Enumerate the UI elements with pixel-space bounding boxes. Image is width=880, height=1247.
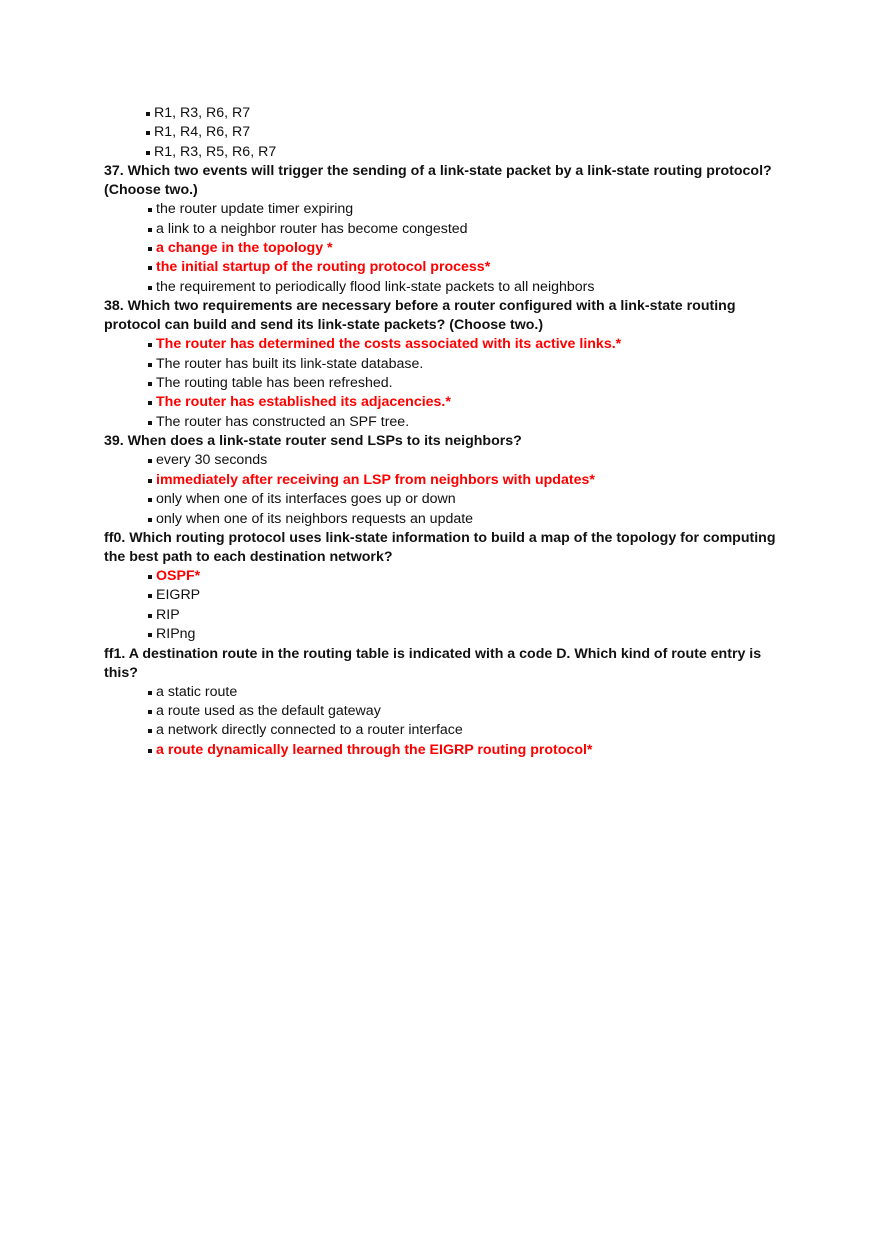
list-item: the requirement to periodically flood link-state packets to all neighbors (148, 278, 784, 297)
correct-answer: The router has determined the costs associated with its active links.* (148, 335, 784, 354)
list-item: RIPng (148, 625, 784, 644)
correct-answer: OSPF* (148, 567, 784, 586)
list-item: The router has built its link-state database. (148, 355, 784, 374)
question-38: 38. Which two requirements are necessary before a router configured with a link-state routing protocol can build and send its link-state packets? (Choose two.) (104, 298, 736, 334)
list-item: RIP (148, 606, 784, 625)
option-list-41 (104, 683, 784, 761)
option-list-37 (104, 200, 784, 297)
question-40: ff0. Which routing protocol uses link-state information to build a map of the topology for computing the best path to each destination network? (104, 529, 776, 565)
list-item: R1, R3, R5, R6, R7 (146, 143, 784, 162)
question-41: ff1. A destination route in the routing table is indicated with a code D. Which kind of route entry is this? (104, 645, 762, 681)
list-item: only when one of its interfaces goes up or down (148, 490, 784, 509)
list-item: The routing table has been refreshed. (148, 374, 784, 393)
list-item: every 30 seconds (148, 451, 784, 470)
list-item: EIGRP (148, 586, 784, 605)
correct-answer: a route dynamically learned through the EIGRP routing protocol* (148, 741, 784, 760)
list-item: a static route (148, 683, 784, 702)
question-37: 37. Which two events will trigger the sending of a link-state packet by a link-state routing protocol? (Choose two.) (104, 163, 772, 199)
correct-answer: the initial startup of the routing protocol process* (148, 258, 784, 277)
option-list-39 (104, 451, 784, 529)
correct-answer: The router has established its adjacencies.* (148, 393, 784, 412)
list-item: a link to a neighbor router has become congested (148, 220, 784, 239)
list-item: only when one of its neighbors requests an update (148, 510, 784, 529)
question-39: 39. When does a link-state router send LSPs to its neighbors? (104, 433, 522, 450)
correct-answer: immediately after receiving an LSP from neighbors with updates* (148, 471, 784, 490)
option-list-38 (104, 335, 784, 432)
list-item: The router has constructed an SPF tree. (148, 413, 784, 432)
document-content (104, 104, 784, 760)
leading-option-list (104, 104, 784, 162)
correct-answer: a change in the topology * (148, 239, 784, 258)
list-item: R1, R4, R6, R7 (146, 123, 784, 142)
list-item: a network directly connected to a router interface (148, 721, 784, 740)
list-item: R1, R3, R6, R7 (146, 104, 784, 123)
option-list-40 (104, 567, 784, 645)
list-item: the router update timer expiring (148, 200, 784, 219)
list-item: a route used as the default gateway (148, 702, 784, 721)
